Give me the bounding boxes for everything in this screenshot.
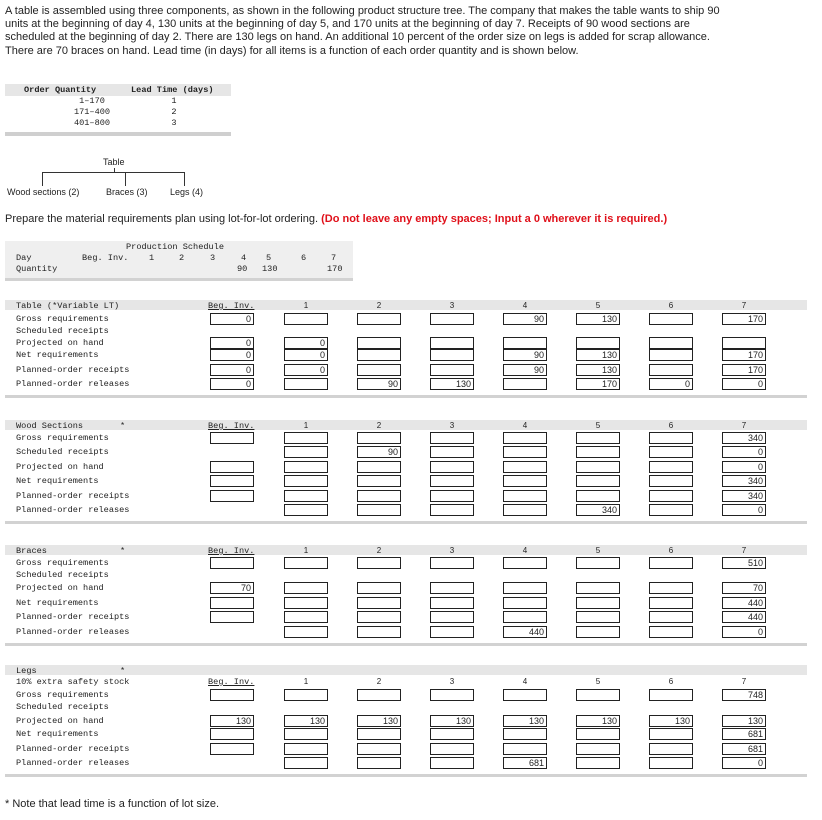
input-cell-poh-day3[interactable]: 130 [430,715,474,727]
tree-connector [42,172,185,173]
input-cell-sched-day1[interactable] [284,446,328,458]
input-cell-poh-day2[interactable] [357,582,401,594]
input-cell-por-day1[interactable] [284,743,328,755]
input-cell-gross-day3[interactable] [430,432,474,444]
input-cell-poh-day7[interactable]: 0 [722,461,766,473]
input-cell-net-day3[interactable] [430,597,474,609]
input-cell-net-day2[interactable] [357,349,401,361]
input-cell-net-day4[interactable] [503,597,547,609]
day-header-7: 7 [741,421,747,430]
input-cell-gross-day3[interactable] [430,313,474,325]
input-cell-por-day4[interactable] [503,490,547,502]
input-cell-poh-day4[interactable]: 130 [503,715,547,727]
input-cell-net-day5[interactable]: 130 [576,349,620,361]
input-cell-sched-day5[interactable] [576,446,620,458]
input-cell-poh-day1[interactable]: 130 [284,715,328,727]
day-header-1: 1 [303,301,309,310]
input-cell-porl-day5[interactable] [576,626,620,638]
beg-inv-header: Beg. Inv. [208,421,255,431]
lead-time-qty-1: 1–170 [79,96,105,106]
day-header-6: 6 [668,301,674,310]
day-header-6: 6 [668,546,674,555]
input-cell-por-day1[interactable] [284,490,328,502]
input-cell-por-day1[interactable] [284,611,328,623]
input-cell-por-day5[interactable] [576,743,620,755]
input-cell-porl-day4[interactable]: 681 [503,757,547,769]
section-footer-band [5,395,807,398]
section-footer-band [5,521,807,524]
input-cell-gross-day6[interactable] [649,432,693,444]
input-cell-poh-day1[interactable]: 0 [284,337,328,349]
ps-day-2: 2 [179,253,185,263]
day-header-2: 2 [376,677,382,686]
row-label-gross: Gross requirements [16,433,109,443]
input-cell-porl-day2[interactable]: 90 [357,378,401,390]
day-header-2: 2 [376,546,382,555]
lead-time-footer-band [5,132,231,136]
input-cell-porl-day5[interactable] [576,757,620,769]
input-cell-gross-day3[interactable] [430,689,474,701]
input-cell-porl-day7[interactable]: 0 [722,504,766,516]
input-cell-por-day2[interactable] [357,743,401,755]
input-cell-por-day4[interactable]: 90 [503,364,547,376]
input-cell-net-day6[interactable] [649,349,693,361]
row-label-porl: Planned-order releases [16,627,130,637]
section-title: Legs [16,666,37,676]
row-label-sched: Scheduled receipts [16,326,109,336]
input-cell-gross-day1[interactable] [284,557,328,569]
section-footer-band [5,774,807,777]
input-cell-net-day2[interactable] [357,728,401,740]
input-cell-porl-day4[interactable] [503,504,547,516]
section-header-band [5,665,807,675]
row-label-porl: Planned-order releases [16,505,130,515]
instructions-warning: (Do not leave any empty spaces; Input a 0 wherever it is required.) [321,213,668,225]
input-cell-sched-day2[interactable]: 90 [357,446,401,458]
input-cell-beg-gross[interactable] [210,689,254,701]
input-cell-net-day6[interactable] [649,597,693,609]
input-cell-beg-net[interactable]: 0 [210,349,254,361]
input-cell-poh-day7[interactable]: 130 [722,715,766,727]
input-cell-porl-day2[interactable] [357,504,401,516]
input-cell-poh-day3[interactable] [430,582,474,594]
input-cell-beg-por[interactable] [210,743,254,755]
instructions [5,213,667,225]
input-cell-por-day2[interactable] [357,490,401,502]
input-cell-por-day7[interactable]: 440 [722,611,766,623]
input-cell-poh-day7[interactable]: 70 [722,582,766,594]
input-cell-porl-day5[interactable]: 170 [576,378,620,390]
input-cell-gross-day5[interactable] [576,557,620,569]
input-cell-sched-day6[interactable] [649,446,693,458]
input-cell-gross-day2[interactable] [357,432,401,444]
input-cell-porl-day3[interactable] [430,626,474,638]
input-cell-beg-gross[interactable] [210,557,254,569]
lead-time-note-marker: * [120,421,126,431]
row-label-gross: Gross requirements [16,690,109,700]
input-cell-gross-day4[interactable] [503,689,547,701]
row-label-sched: Scheduled receipts [16,570,109,580]
ps-day-4: 4 [241,253,247,263]
input-cell-por-day7[interactable]: 170 [722,364,766,376]
ps-day-5: 5 [266,253,272,263]
row-label-gross: Gross requirements [16,314,109,324]
input-cell-poh-day4[interactable] [503,337,547,349]
input-cell-por-day1[interactable]: 0 [284,364,328,376]
tree-node-legs: Legs (4) [170,187,204,197]
input-cell-beg-por[interactable]: 0 [210,364,254,376]
input-cell-por-day7[interactable]: 340 [722,490,766,502]
input-cell-por-day6[interactable] [649,490,693,502]
input-cell-gross-day5[interactable] [576,432,620,444]
input-cell-porl-day6[interactable]: 0 [649,378,693,390]
tree-node-wood-sections: Wood sections (2) [7,187,80,197]
input-cell-sched-day7[interactable]: 0 [722,446,766,458]
input-cell-porl-day6[interactable] [649,626,693,638]
input-cell-porl-day3[interactable] [430,504,474,516]
input-cell-beg-gross[interactable]: 0 [210,313,254,325]
input-cell-porl-day4[interactable]: 440 [503,626,547,638]
input-cell-net-day3[interactable] [430,728,474,740]
day-header-1: 1 [303,421,309,430]
input-cell-gross-day2[interactable] [357,689,401,701]
input-cell-net-day4[interactable]: 90 [503,349,547,361]
input-cell-gross-day4[interactable] [503,432,547,444]
input-cell-poh-day5[interactable]: 130 [576,715,620,727]
input-cell-poh-day4[interactable] [503,461,547,473]
day-header-3: 3 [449,421,455,430]
day-header-5: 5 [595,546,601,555]
row-label-gross: Gross requirements [16,558,109,568]
input-cell-net-day1[interactable] [284,475,328,487]
input-cell-sched-day3[interactable] [430,446,474,458]
lead-time-note-marker: * [120,666,126,676]
day-header-4: 4 [522,677,528,686]
input-cell-porl-day6[interactable] [649,757,693,769]
tree-root-table: Table [103,157,125,167]
input-cell-porl-day7[interactable]: 0 [722,626,766,638]
beg-inv-header: Beg. Inv. [208,677,255,687]
input-cell-por-day3[interactable] [430,611,474,623]
input-cell-net-day2[interactable] [357,475,401,487]
tree-connector [42,172,43,186]
row-label-por: Planned-order receipts [16,612,130,622]
lead-time-qty-2: 171–400 [73,107,111,117]
row-label-poh: Projected on hand [16,583,104,593]
beg-inv-header: Beg. Inv. [208,301,255,311]
day-header-5: 5 [595,421,601,430]
input-cell-gross-day5[interactable] [576,689,620,701]
tree-connector [125,172,126,186]
input-cell-net-day7[interactable]: 170 [722,349,766,361]
input-cell-por-day3[interactable] [430,364,474,376]
lead-time-col-lead-time: Lead Time (days) [131,85,214,95]
input-cell-poh-day1[interactable] [284,461,328,473]
input-cell-poh-day7[interactable] [722,337,766,349]
input-cell-gross-day7[interactable]: 340 [722,432,766,444]
input-cell-porl-day6[interactable] [649,504,693,516]
input-cell-beg-por[interactable] [210,611,254,623]
problem-statement: A table is assembled using three components, as shown in the following product structure tree. The company that makes the table wants to ship 90 units at the beginning of day 4, 130 units at the beginning of day 5, and 170 units at the beginning of day 7. Receipts of 90 wood sections are scheduled at the beginning of day 2. There are 130 legs on hand. An additional 10 percent of the order size on legs is added for scrap allowance. There are 70 braces on hand. Lead time (in days) for all items is a function of each order quantity and is shown below. [5,5,720,57]
row-label-por: Planned-order receipts [16,365,130,375]
input-cell-net-day5[interactable] [576,475,620,487]
input-cell-poh-day3[interactable] [430,337,474,349]
input-cell-poh-day2[interactable]: 130 [357,715,401,727]
ps-quantity-label: Quantity [16,264,58,274]
ps-quantity-4: 90 [237,264,248,274]
row-label-sched: Scheduled receipts [16,702,109,712]
ps-day-1: 1 [149,253,155,263]
day-header-2: 2 [376,421,382,430]
input-cell-poh-day1[interactable] [284,582,328,594]
lead-time-days-2: 2 [171,107,177,117]
day-header-5: 5 [595,677,601,686]
day-header-4: 4 [522,546,528,555]
row-label-net: Net requirements [16,476,99,486]
input-cell-poh-day5[interactable] [576,461,620,473]
input-cell-net-day2[interactable] [357,597,401,609]
footnote: * Note that lead time is a function of lot size. [5,798,220,810]
input-cell-net-day4[interactable] [503,728,547,740]
section-title: Wood Sections [16,421,84,431]
input-cell-net-day6[interactable] [649,728,693,740]
ps-day-3: 3 [210,253,216,263]
day-header-7: 7 [741,301,747,310]
input-cell-gross-day4[interactable] [503,557,547,569]
input-cell-sched-day4[interactable] [503,446,547,458]
input-cell-por-day6[interactable] [649,743,693,755]
ps-quantity-7: 170 [327,264,343,274]
input-cell-gross-day1[interactable] [284,313,328,325]
input-cell-poh-day6[interactable] [649,337,693,349]
input-cell-porl-day3[interactable] [430,757,474,769]
input-cell-beg-net[interactable] [210,597,254,609]
section-title: Braces [16,546,47,556]
row-label-poh: Projected on hand [16,338,104,348]
input-cell-net-day3[interactable] [430,349,474,361]
input-cell-beg-poh[interactable]: 0 [210,337,254,349]
day-header-7: 7 [741,677,747,686]
day-header-4: 4 [522,421,528,430]
input-cell-net-day4[interactable] [503,475,547,487]
input-cell-gross-day3[interactable] [430,557,474,569]
section-footer-band [5,643,807,646]
input-cell-porl-day1[interactable] [284,757,328,769]
lead-time-note-marker: * [120,546,126,556]
input-cell-porl-day7[interactable]: 0 [722,757,766,769]
input-cell-gross-day7[interactable]: 170 [722,313,766,325]
input-cell-por-day7[interactable]: 681 [722,743,766,755]
input-cell-gross-day6[interactable] [649,557,693,569]
input-cell-por-day2[interactable] [357,364,401,376]
day-header-1: 1 [303,677,309,686]
ps-day-7: 7 [331,253,337,263]
input-cell-gross-day6[interactable] [649,313,693,325]
day-header-6: 6 [668,421,674,430]
input-cell-gross-day7[interactable]: 510 [722,557,766,569]
input-cell-porl-day1[interactable] [284,378,328,390]
tree-node-braces: Braces (3) [106,187,148,197]
input-cell-poh-day2[interactable] [357,337,401,349]
input-cell-por-day6[interactable] [649,364,693,376]
input-cell-beg-net[interactable] [210,728,254,740]
input-cell-net-day7[interactable]: 440 [722,597,766,609]
row-label-sched: Scheduled receipts [16,447,109,457]
input-cell-gross-day7[interactable]: 748 [722,689,766,701]
input-cell-por-day5[interactable] [576,490,620,502]
row-label-porl: Planned-order releases [16,758,130,768]
input-cell-net-day7[interactable]: 681 [722,728,766,740]
beg-inv-header: Beg. Inv. [208,546,255,556]
input-cell-por-day5[interactable] [576,611,620,623]
input-cell-porl-day2[interactable] [357,757,401,769]
input-cell-por-day4[interactable] [503,611,547,623]
row-label-por: Planned-order receipts [16,491,130,501]
row-label-net: Net requirements [16,729,99,739]
input-cell-net-day6[interactable] [649,475,693,487]
production-schedule-footer [5,278,353,281]
input-cell-poh-day6[interactable] [649,461,693,473]
day-header-4: 4 [522,301,528,310]
input-cell-porl-day7[interactable]: 0 [722,378,766,390]
day-header-5: 5 [595,301,601,310]
ps-quantity-5: 130 [262,264,278,274]
input-cell-gross-day5[interactable]: 130 [576,313,620,325]
day-header-2: 2 [376,301,382,310]
lead-time-days-3: 3 [171,118,177,128]
input-cell-porl-day1[interactable] [284,504,328,516]
row-label-net: Net requirements [16,350,99,360]
input-cell-poh-day5[interactable] [576,337,620,349]
input-cell-por-day5[interactable]: 130 [576,364,620,376]
input-cell-gross-day2[interactable] [357,557,401,569]
input-cell-net-day1[interactable] [284,597,328,609]
day-header-3: 3 [449,677,455,686]
day-header-6: 6 [668,677,674,686]
row-label-net: Net requirements [16,598,99,608]
input-cell-por-day2[interactable] [357,611,401,623]
input-cell-gross-day2[interactable] [357,313,401,325]
day-header-3: 3 [449,546,455,555]
input-cell-net-day1[interactable]: 0 [284,349,328,361]
row-label-por: Planned-order receipts [16,744,130,754]
input-cell-net-day5[interactable] [576,728,620,740]
lead-time-days-1: 1 [171,96,177,106]
input-cell-gross-day1[interactable] [284,432,328,444]
input-cell-beg-porl[interactable]: 0 [210,378,254,390]
input-cell-beg-poh[interactable]: 70 [210,582,254,594]
lead-time-col-order-quantity: Order Quantity [24,85,97,95]
input-cell-por-day3[interactable] [430,490,474,502]
input-cell-por-day4[interactable] [503,743,547,755]
ps-beg-inv-label: Beg. Inv. [82,253,129,263]
row-label-porl: Planned-order releases [16,379,130,389]
input-cell-net-day7[interactable]: 340 [722,475,766,487]
input-cell-beg-poh[interactable]: 130 [210,715,254,727]
day-header-7: 7 [741,546,747,555]
input-cell-por-day3[interactable] [430,743,474,755]
input-cell-porl-day2[interactable] [357,626,401,638]
input-cell-poh-day2[interactable] [357,461,401,473]
input-cell-gross-day4[interactable]: 90 [503,313,547,325]
section-title: Table (*Variable LT) [16,301,120,311]
input-cell-poh-day6[interactable]: 130 [649,715,693,727]
lead-time-qty-3: 401–800 [73,118,111,128]
input-cell-poh-day6[interactable] [649,582,693,594]
ps-day-6: 6 [301,253,307,263]
input-cell-poh-day4[interactable] [503,582,547,594]
instructions-text: Prepare the material requirements plan using lot-for-lot ordering. [5,213,319,225]
input-cell-porl-day3[interactable]: 130 [430,378,474,390]
section-subtitle: 10% extra safety stock [16,677,130,687]
row-label-poh: Projected on hand [16,716,104,726]
day-header-3: 3 [449,301,455,310]
input-cell-poh-day5[interactable] [576,582,620,594]
input-cell-porl-day1[interactable] [284,626,328,638]
input-cell-gross-day1[interactable] [284,689,328,701]
input-cell-beg-gross[interactable] [210,432,254,444]
input-cell-net-day5[interactable] [576,597,620,609]
input-cell-beg-poh[interactable] [210,461,254,473]
production-schedule-title: Production Schedule [126,242,224,252]
input-cell-beg-net[interactable] [210,475,254,487]
input-cell-gross-day6[interactable] [649,689,693,701]
input-cell-porl-day4[interactable] [503,378,547,390]
row-label-poh: Projected on hand [16,462,104,472]
input-cell-por-day6[interactable] [649,611,693,623]
input-cell-poh-day3[interactable] [430,461,474,473]
input-cell-net-day3[interactable] [430,475,474,487]
input-cell-porl-day5[interactable]: 340 [576,504,620,516]
input-cell-beg-por[interactable] [210,490,254,502]
input-cell-net-day1[interactable] [284,728,328,740]
day-header-1: 1 [303,546,309,555]
ps-day-label: Day [16,253,32,263]
tree-connector [184,172,185,186]
